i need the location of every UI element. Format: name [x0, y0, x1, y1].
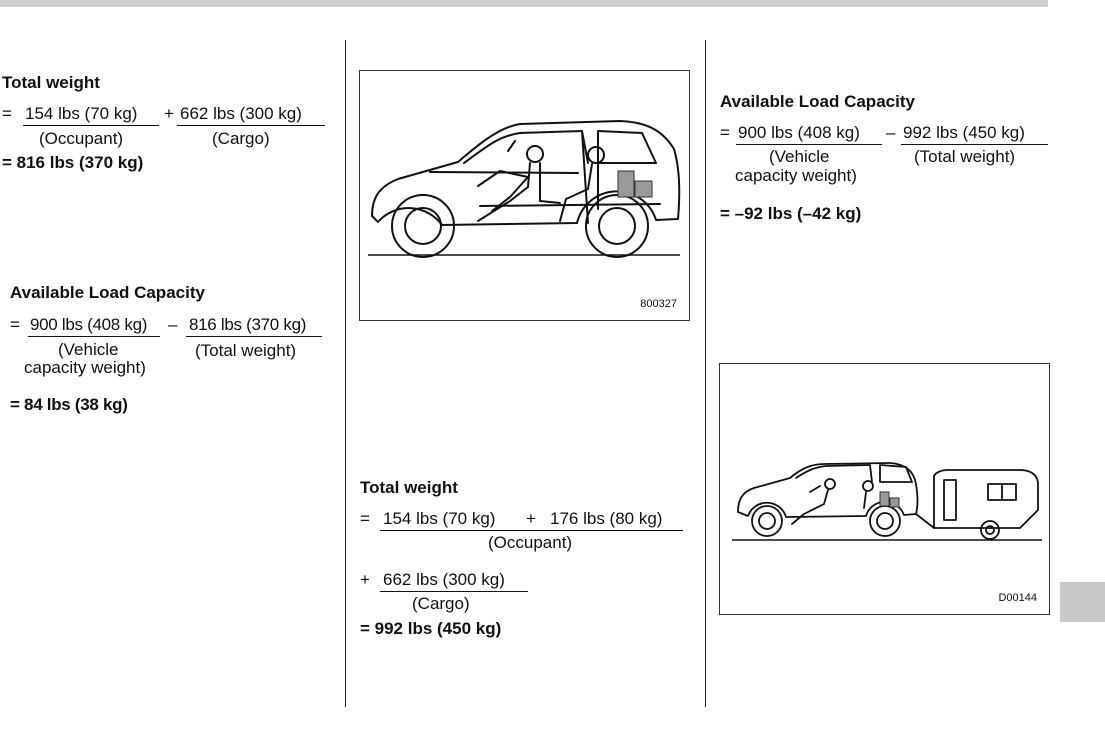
total-weight-result: = 816 lbs (370 kg) [2, 153, 144, 172]
plus-sign: + [164, 104, 174, 123]
fraction-line [901, 144, 1048, 145]
fraction-line [23, 125, 159, 126]
fraction-line [186, 336, 322, 337]
capacity-weight-label: capacity weight) [24, 358, 146, 377]
equals-sign: = [360, 509, 370, 528]
minus-sign: – [168, 315, 178, 334]
equals-sign: = [10, 315, 20, 334]
fraction-line [380, 530, 683, 531]
fraction-line [177, 125, 325, 126]
car-illustration [360, 71, 689, 320]
available-load-capacity-result: = 84 lbs (38 kg) [10, 395, 128, 414]
column-divider-right [705, 40, 706, 707]
cargo-label: (Cargo) [212, 129, 270, 148]
figure-car-towing-trailer [719, 363, 1050, 615]
total-weight-label: (Total weight) [195, 341, 297, 360]
towing-illustration [720, 364, 1049, 614]
passenger-weight-value: 176 lbs (80 kg) [550, 509, 663, 528]
available-load-capacity-heading: Available Load Capacity [720, 92, 915, 111]
plus-sign: + [360, 570, 370, 589]
vehicle-label: (Vehicle [769, 147, 830, 166]
cargo-label: (Cargo) [412, 594, 470, 613]
total-weight-heading: Total weight [2, 73, 100, 92]
equals-sign: = [720, 123, 730, 142]
cargo-boxes [618, 171, 652, 197]
total-weight-label: (Total weight) [914, 147, 1016, 166]
minus-sign: – [886, 123, 896, 142]
top-bar [0, 0, 1048, 7]
total-weight-value: 816 lbs (370 kg) [189, 315, 307, 334]
occupant-label: (Occupant) [488, 533, 573, 552]
equals-sign: = [2, 104, 12, 123]
available-load-capacity-result: = –92 lbs (–42 kg) [720, 204, 862, 223]
plus-sign: + [526, 509, 536, 528]
total-weight-heading: Total weight [360, 478, 458, 497]
vehicle-capacity-value: 900 lbs (408 kg) [738, 123, 860, 142]
column-divider-left [345, 40, 346, 707]
section-tab [1060, 582, 1105, 622]
total-weight-value: 992 lbs (450 kg) [903, 123, 1025, 142]
driver-weight-value: 154 lbs (70 kg) [383, 509, 496, 528]
cargo-boxes [880, 492, 899, 507]
vehicle-label: (Vehicle [58, 340, 119, 359]
total-weight-result: = 992 lbs (450 kg) [360, 619, 502, 638]
capacity-weight-label: capacity weight) [735, 166, 857, 185]
fraction-line [28, 336, 160, 337]
fraction-line [380, 591, 528, 592]
cargo-weight-value: 662 lbs (300 kg) [383, 570, 505, 589]
figure-car-occupants-cargo [359, 70, 690, 321]
fraction-line [736, 144, 882, 145]
available-load-capacity-heading: Available Load Capacity [10, 283, 205, 302]
vehicle-capacity-value: 900 lbs (408 kg) [30, 315, 148, 334]
occupant-weight-value: 154 lbs (70 kg) [25, 104, 138, 123]
figure-code: D00144 [998, 592, 1037, 604]
occupant-label: (Occupant) [39, 129, 124, 148]
figure-code: 800327 [640, 298, 677, 310]
cargo-weight-value: 662 lbs (300 kg) [180, 104, 302, 123]
